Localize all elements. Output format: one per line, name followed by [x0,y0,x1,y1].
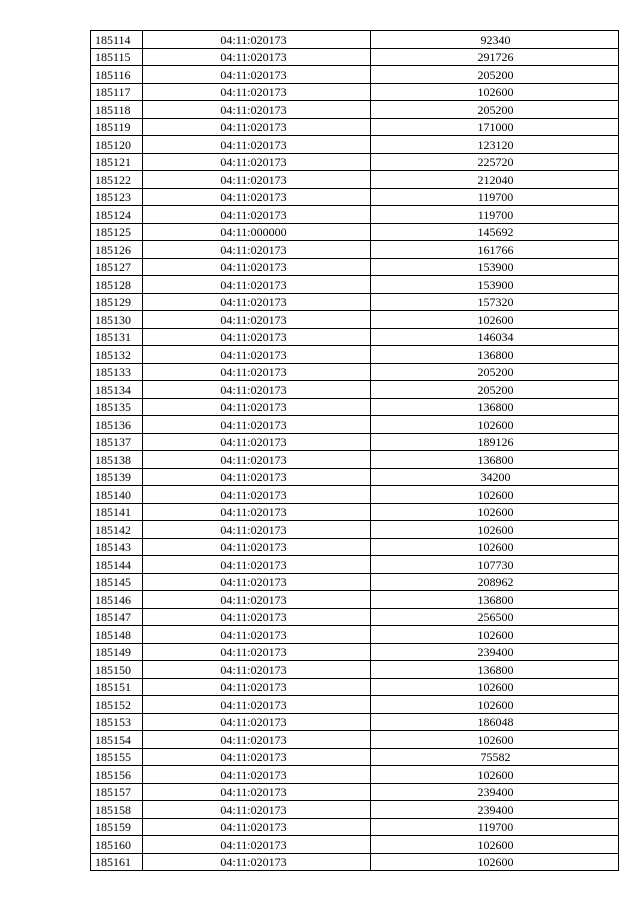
record-id-cell: 185138 [91,451,143,469]
table-row [91,731,619,749]
table-row [91,136,619,154]
cadastral-code-cell: 04:11:020173 [143,748,371,766]
table-row [91,276,619,294]
record-id-cell: 185125 [91,223,143,241]
table-row [91,48,619,66]
amount-cell: 157320 [371,293,619,311]
cadastral-code-cell: 04:11:020173 [143,136,371,154]
record-id-cell: 185116 [91,66,143,84]
amount-cell: 136800 [371,591,619,609]
cadastral-code-cell: 04:11:020173 [143,311,371,329]
table-row [91,223,619,241]
record-id-cell: 185114 [91,31,143,49]
cadastral-code-cell: 04:11:020173 [143,836,371,854]
table-row [91,346,619,364]
table-row [91,468,619,486]
cadastral-code-cell: 04:11:020173 [143,486,371,504]
record-id-cell: 185136 [91,416,143,434]
amount-cell: 153900 [371,276,619,294]
table-row [91,678,619,696]
cadastral-code-cell: 04:11:020173 [143,328,371,346]
cadastral-code-cell: 04:11:020173 [143,696,371,714]
record-id-cell: 185155 [91,748,143,766]
record-id-cell: 185137 [91,433,143,451]
amount-cell: 205200 [371,66,619,84]
amount-cell: 102600 [371,626,619,644]
amount-cell: 153900 [371,258,619,276]
amount-cell: 102600 [371,503,619,521]
table-row [91,696,619,714]
amount-cell: 102600 [371,486,619,504]
cadastral-code-cell: 04:11:020173 [143,626,371,644]
table-row [91,311,619,329]
record-id-cell: 185151 [91,678,143,696]
record-id-cell: 185132 [91,346,143,364]
cadastral-code-cell: 04:11:020173 [143,608,371,626]
cadastral-code-cell: 04:11:020173 [143,468,371,486]
cadastral-code-cell: 04:11:020173 [143,538,371,556]
cadastral-code-cell: 04:11:020173 [143,293,371,311]
table-row [91,486,619,504]
record-id-cell: 185118 [91,101,143,119]
record-id-cell: 185127 [91,258,143,276]
cadastral-code-cell: 04:11:020173 [143,31,371,49]
amount-cell: 107730 [371,556,619,574]
table-row [91,363,619,381]
table-row [91,66,619,84]
amount-cell: 102600 [371,696,619,714]
cadastral-code-cell: 04:11:020173 [143,66,371,84]
record-id-cell: 185115 [91,48,143,66]
table-row [91,118,619,136]
table-row [91,748,619,766]
table-row [91,433,619,451]
table-row [91,818,619,836]
table-row [91,538,619,556]
amount-cell: 102600 [371,416,619,434]
record-id-cell: 185133 [91,363,143,381]
amount-cell: 239400 [371,783,619,801]
record-id-cell: 185158 [91,801,143,819]
record-id-cell: 185123 [91,188,143,206]
amount-cell: 92340 [371,31,619,49]
cadastral-code-cell: 04:11:020173 [143,731,371,749]
table-row [91,661,619,679]
record-id-cell: 185144 [91,556,143,574]
table-row [91,188,619,206]
record-id-cell: 185152 [91,696,143,714]
record-id-cell: 185153 [91,713,143,731]
record-id-cell: 185119 [91,118,143,136]
amount-cell: 102600 [371,311,619,329]
amount-cell: 205200 [371,381,619,399]
record-id-cell: 185120 [91,136,143,154]
cadastral-code-cell: 04:11:020173 [143,171,371,189]
amount-cell: 119700 [371,818,619,836]
record-id-cell: 185122 [91,171,143,189]
record-id-cell: 185140 [91,486,143,504]
record-id-cell: 185134 [91,381,143,399]
table-row [91,381,619,399]
table-row [91,836,619,854]
amount-cell: 161766 [371,241,619,259]
amount-cell: 34200 [371,468,619,486]
record-id-cell: 185154 [91,731,143,749]
cadastral-code-cell: 04:11:020173 [143,783,371,801]
cadastral-code-cell: 04:11:020173 [143,346,371,364]
table-row [91,398,619,416]
cadastral-code-cell: 04:11:020173 [143,118,371,136]
cadastral-code-cell: 04:11:020173 [143,101,371,119]
table-row [91,521,619,539]
amount-cell: 75582 [371,748,619,766]
cadastral-code-cell: 04:11:020173 [143,661,371,679]
cadastral-code-cell: 04:11:020173 [143,451,371,469]
records-table [90,30,619,871]
cadastral-code-cell: 04:11:020173 [143,643,371,661]
table-row [91,783,619,801]
amount-cell: 189126 [371,433,619,451]
cadastral-code-cell: 04:11:020173 [143,521,371,539]
cadastral-code-cell: 04:11:020173 [143,573,371,591]
amount-cell: 256500 [371,608,619,626]
cadastral-code-cell: 04:11:020173 [143,153,371,171]
cadastral-code-cell: 04:11:020173 [143,416,371,434]
record-id-cell: 185135 [91,398,143,416]
amount-cell: 239400 [371,801,619,819]
table-row [91,153,619,171]
record-id-cell: 185156 [91,766,143,784]
cadastral-code-cell: 04:11:020173 [143,258,371,276]
table-row [91,766,619,784]
cadastral-code-cell: 04:11:020173 [143,818,371,836]
table-row [91,591,619,609]
amount-cell: 123120 [371,136,619,154]
cadastral-code-cell: 04:11:020173 [143,276,371,294]
record-id-cell: 185128 [91,276,143,294]
amount-cell: 136800 [371,346,619,364]
table-row [91,258,619,276]
record-id-cell: 185159 [91,818,143,836]
amount-cell: 136800 [371,398,619,416]
cadastral-code-cell: 04:11:020173 [143,206,371,224]
record-id-cell: 185129 [91,293,143,311]
amount-cell: 119700 [371,206,619,224]
cadastral-code-cell: 04:11:020173 [143,83,371,101]
cadastral-code-cell: 04:11:020173 [143,381,371,399]
table-row [91,801,619,819]
record-id-cell: 185143 [91,538,143,556]
amount-cell: 102600 [371,538,619,556]
record-id-cell: 185148 [91,626,143,644]
record-id-cell: 185145 [91,573,143,591]
cadastral-code-cell: 04:11:020173 [143,591,371,609]
table-row [91,171,619,189]
table-row [91,416,619,434]
amount-cell: 171000 [371,118,619,136]
table-row [91,206,619,224]
record-id-cell: 185161 [91,853,143,871]
table-row [91,556,619,574]
cadastral-code-cell: 04:11:020173 [143,801,371,819]
record-id-cell: 185157 [91,783,143,801]
amount-cell: 225720 [371,153,619,171]
amount-cell: 102600 [371,836,619,854]
record-id-cell: 185141 [91,503,143,521]
cadastral-code-cell: 04:11:020173 [143,766,371,784]
amount-cell: 136800 [371,661,619,679]
record-id-cell: 185160 [91,836,143,854]
table-row [91,643,619,661]
cadastral-code-cell: 04:11:020173 [143,713,371,731]
table-row [91,503,619,521]
record-id-cell: 185124 [91,206,143,224]
cadastral-code-cell: 04:11:020173 [143,503,371,521]
amount-cell: 146034 [371,328,619,346]
record-id-cell: 185130 [91,311,143,329]
record-id-cell: 185142 [91,521,143,539]
table-row [91,573,619,591]
cadastral-code-cell: 04:11:020173 [143,556,371,574]
table-row [91,241,619,259]
amount-cell: 291726 [371,48,619,66]
record-id-cell: 185126 [91,241,143,259]
table-row [91,83,619,101]
amount-cell: 102600 [371,731,619,749]
amount-cell: 119700 [371,188,619,206]
table-row [91,608,619,626]
cadastral-code-cell: 04:11:020173 [143,48,371,66]
cadastral-code-cell: 04:11:020173 [143,398,371,416]
table-row [91,328,619,346]
table-row [91,293,619,311]
record-id-cell: 185131 [91,328,143,346]
table-row [91,713,619,731]
cadastral-code-cell: 04:11:020173 [143,678,371,696]
cadastral-code-cell: 04:11:020173 [143,188,371,206]
cadastral-code-cell: 04:11:020173 [143,433,371,451]
amount-cell: 212040 [371,171,619,189]
amount-cell: 102600 [371,766,619,784]
amount-cell: 205200 [371,101,619,119]
amount-cell: 136800 [371,451,619,469]
record-id-cell: 185117 [91,83,143,101]
amount-cell: 145692 [371,223,619,241]
record-id-cell: 185149 [91,643,143,661]
amount-cell: 186048 [371,713,619,731]
table-row [91,626,619,644]
record-id-cell: 185150 [91,661,143,679]
table-row [91,853,619,871]
record-id-cell: 185146 [91,591,143,609]
record-id-cell: 185139 [91,468,143,486]
table-row [91,101,619,119]
amount-cell: 239400 [371,643,619,661]
record-id-cell: 185147 [91,608,143,626]
amount-cell: 205200 [371,363,619,381]
record-id-cell: 185121 [91,153,143,171]
table-row [91,31,619,49]
cadastral-code-cell: 04:11:020173 [143,241,371,259]
cadastral-code-cell: 04:11:000000 [143,223,371,241]
table-row [91,451,619,469]
records-table-body [91,31,619,871]
cadastral-code-cell: 04:11:020173 [143,363,371,381]
cadastral-code-cell: 04:11:020173 [143,853,371,871]
amount-cell: 102600 [371,83,619,101]
amount-cell: 208962 [371,573,619,591]
amount-cell: 102600 [371,853,619,871]
amount-cell: 102600 [371,678,619,696]
amount-cell: 102600 [371,521,619,539]
